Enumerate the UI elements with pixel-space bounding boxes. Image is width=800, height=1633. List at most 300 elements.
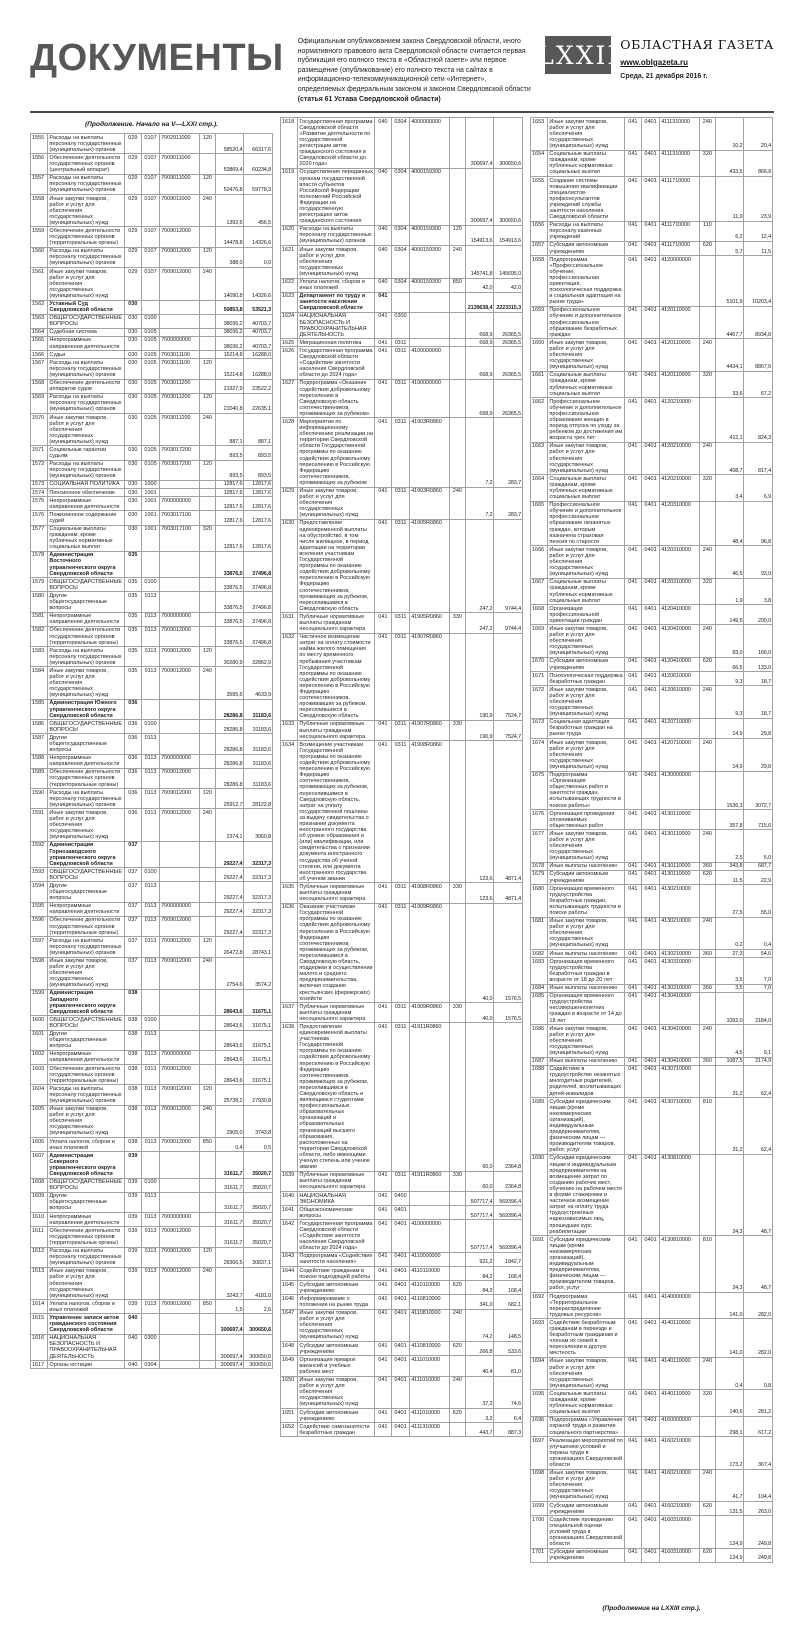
code-type [699,718,715,738]
amount-1: 33876,5 [215,592,244,612]
row-title: Организация временного трудоустройства безработных граждан, испытывающих трудности в поиске работы [548,885,624,917]
row-title: Организация временного трудоустройства безработных граждан в возрасте от 18 до 20 лет [548,958,624,984]
row-title: Подпрограмма «Профессиональное обучение, профессиональная ориентация, психологическая поддержка и социальная адаптация на рынке труда» [548,256,624,307]
table-row [531,950,773,958]
code-grbs: 030 [124,393,141,413]
row-title: Социальные выплаты гражданам, кроме публичных нормативных социальных выплат [548,150,624,176]
code-section: 0311 [391,339,409,347]
table-row [531,718,773,738]
code-grbs: 035 [124,667,141,699]
amount-1: 84,2 [465,1267,494,1281]
amount-1: 507717,4 [465,1192,494,1206]
amount-1: 24,3 [715,1236,744,1293]
table-row [531,241,773,255]
table-row [31,134,273,154]
code-section: 1001 [141,511,159,525]
amount-2: 2,6 [244,1300,273,1314]
amount-1: 31611,7 [215,1192,244,1212]
code-target [410,1192,450,1206]
row-title: Расходы на выплаты персоналу государственных (муниципальных) органов [48,1247,124,1267]
code-section [141,841,159,867]
code-grbs: 041 [374,1220,391,1252]
row-title: Реализация мероприятий по улучшению условий и охраны труда в организациях Свердловской области [549,1437,623,1468]
amount-2: 31183,6 [244,720,273,734]
code-target [160,480,200,488]
code-grbs: 041 [624,241,641,255]
amount-1: 52476,8 [215,174,244,194]
code-target: 7009012000 [160,1105,200,1137]
table-row [531,992,773,1024]
table-row [31,789,273,809]
amount-1: 12817,6 [215,497,244,511]
code-section: 0401 [641,1469,659,1501]
table-row [281,487,523,519]
code-target: 4130110000 [660,810,700,830]
code-type: 850 [199,1300,215,1314]
code-section: 0401 [641,1236,659,1293]
code-section: 0401 [641,625,659,657]
code-target: 4110810000 [410,1295,450,1309]
code-grbs: 038 [124,1105,141,1137]
amount-1: 507717,4 [465,1206,494,1220]
amount-1: 48,4 [715,501,744,546]
amount-2: 37496,8 [244,626,273,646]
code-section: 0311 [391,883,409,903]
amount-1: 12817,6 [215,480,244,488]
amount-1: 668,9 [465,312,494,338]
code-section: 0401 [391,1281,409,1295]
row-number: 1646 [281,1295,298,1309]
code-target: 41911R0860 [410,1023,450,1171]
table-row [31,809,273,841]
amount-2: 687,7 [744,862,773,870]
code-target: 4100000000 [410,1220,450,1252]
row-title: Иные закупки товаров, работ и услуг для обеспечения государственных (муниципальных) нужд [298,487,374,519]
code-grbs: 030 [124,480,141,488]
amount-1: 28643,6 [215,1030,244,1050]
code-target: 4120310000 [660,578,700,604]
code-grbs: 030 [124,460,141,480]
row-number: 1627 [281,379,298,418]
row-number: 1670 [531,657,548,671]
code-target: 4000159300 [410,246,450,278]
code-grbs: 038 [124,989,141,1015]
amount-2: 3574,2 [244,957,273,989]
table-row [31,300,273,314]
amount-1: 343,8 [715,862,744,870]
table-row [31,314,273,328]
code-type: 240 [449,1309,465,1341]
code-section: 0113 [141,957,159,989]
table-row [531,1319,773,1358]
row-number: 1648 [281,1342,298,1356]
code-section: 0113 [141,768,159,788]
amount-1: 15214,8 [215,351,244,359]
code-grbs: 037 [124,957,141,989]
amount-1: 5,7 [715,241,744,255]
code-grbs: 039 [124,1227,141,1247]
code-grbs: 041 [624,578,641,604]
amount-2: 824,3 [744,398,773,443]
table-row [31,768,273,788]
amount-2: 10203,4 [744,256,773,307]
code-type [199,446,215,460]
table-row [281,1342,523,1356]
row-number: 1588 [31,754,48,768]
code-section: 0401 [641,371,659,397]
row-number: 1698 [531,1469,548,1501]
amount-2: 299,0 [744,605,773,625]
code-section: 0401 [391,1267,409,1281]
row-title: Подпрограмма «Организация общественных работ и занятости граждан, испытывающих трудности в поиске работы» [548,771,624,810]
code-target: 41907R0860 [410,633,450,720]
code-grbs: 041 [624,1236,641,1293]
amount-1: 124,9 [715,1516,744,1548]
amount-1: 173,2 [715,1437,744,1469]
code-grbs: 041 [374,1192,391,1206]
code-type [449,1252,465,1266]
table-row [281,1267,523,1281]
code-section: 0304 [391,278,409,292]
amount-2: 4871,4 [494,741,523,883]
code-type [199,578,215,592]
code-section [391,292,409,312]
row-number: 1666 [531,546,548,578]
code-section: 0401 [391,1376,409,1408]
table-row [31,578,273,592]
code-type: 330 [449,613,465,633]
code-type: 120 [199,174,215,194]
code-grbs: 041 [624,672,641,686]
code-type [199,336,215,350]
table-row [31,720,273,734]
row-number: 1603 [31,1065,48,1085]
row-number: 1641 [281,1206,298,1220]
row-title: Пенсионное обеспечение [48,489,124,497]
code-target: 4130110000 [660,870,700,884]
code-grbs: 041 [374,1409,391,1423]
code-section: 0300 [141,1334,159,1360]
code-target: 4130410000 [660,1057,700,1065]
amount-2: 32317,3 [244,841,273,867]
table-row [281,1023,523,1171]
code-type [699,398,715,443]
code-type [699,1319,715,1358]
code-type [699,501,715,546]
code-target: 4000159300 [410,278,450,292]
code-type [199,1016,215,1030]
amount-2: 27930,8 [244,1085,273,1105]
row-number: 1650 [281,1376,298,1408]
code-section: 0113 [141,1105,159,1137]
code-grbs: 041 [374,1295,391,1309]
amount-2: 20,4 [744,118,773,150]
row-number: 1573 [31,480,48,488]
amount-2: 617,2 [744,1416,773,1436]
column-1 [30,117,273,1369]
code-type [699,810,715,830]
row-number: 1678 [531,862,548,870]
code-section [141,1314,159,1334]
row-title: Субсидии юридическим лицам и индивидуальным предпринимателям на возмещение затрат по созданию рабочих мест, обучению на рабочем месте в форме стажировки и частичное возмещение затрат на оплату труда трудоустроенных наркозависимых лиц, прошедших курс реабилитации [548,1154,624,1235]
row-title: Иные закупки товаров, работ и услуг для обеспечения государственных (муниципальных) нужд [548,1469,624,1501]
code-grbs: 041 [374,1171,391,1191]
code-section: 0113 [141,1267,159,1299]
amount-2: 74,6 [494,1376,523,1408]
amount-1: 28286,8 [215,754,244,768]
code-section: 0401 [641,657,659,671]
code-grbs: 041 [624,1502,641,1516]
row-number: 1607 [31,1152,48,1178]
amount-1: 29227,4 [215,902,244,916]
amount-1: 4434,1 [715,339,744,371]
row-number: 1662 [531,398,548,443]
amount-1: 247,2 [465,613,494,633]
row-number: 1622 [281,278,298,292]
code-target [160,489,200,497]
code-section: 0107 [141,195,159,227]
code-type: 240 [449,1376,465,1408]
row-title: Иные закупки товаров, работ и услуг для обеспечения государственных (муниципальных) нужд [548,917,624,949]
code-type: 120 [199,647,215,667]
table-row [281,1192,523,1206]
code-target: 7000000000 [160,902,200,916]
table-row [281,379,523,418]
code-target: 4120310000 [660,501,700,546]
row-number: 1673 [531,718,548,738]
code-section: 0105 [141,446,159,460]
code-section: 0113 [141,1227,159,1247]
code-type [199,1030,215,1050]
table-row [281,903,523,1003]
amount-2: 54,6 [744,950,773,958]
amount-2: 28743,1 [244,937,273,957]
code-type [449,1295,465,1309]
code-section: 0401 [391,1342,409,1356]
table-row [31,1213,273,1227]
row-title: Расходы на выплаты персоналу государственных (муниципальных) органов [298,225,374,245]
code-grbs: 029 [124,268,141,300]
amount-2: 28122,8 [244,789,273,809]
row-title: Содействие самозанятости безработных граждан [298,1423,374,1437]
amount-2: 31675,1 [244,1050,273,1064]
row-title: Субсидии автономным учреждениям [548,1548,624,1562]
row-number: 1594 [31,882,48,902]
code-section: 0401 [641,862,659,870]
code-section: 0105 [141,460,159,480]
row-number: 1684 [531,984,548,992]
code-grbs: 041 [624,1469,641,1501]
website-link[interactable]: www.oblgazeta.ru [620,58,688,67]
code-section: 0401 [641,1293,659,1319]
code-type: 320 [699,475,715,501]
table-row [31,511,273,525]
table-row [31,1314,273,1334]
code-section: 0401 [641,1025,659,1057]
code-grbs: 041 [624,1098,641,1155]
row-number: 1675 [531,771,548,810]
code-grbs: 030 [124,379,141,393]
page-number: LXXII [545,36,611,74]
table-row [31,551,273,577]
row-title: Содействие в трудоустройстве незанятых многодетных родителей, родителей, воспитывающих детей-инвалидов [548,1065,624,1097]
amount-2: 9,1 [744,1025,773,1057]
table-row [531,150,773,176]
row-title: Расходы на выплаты персоналу государственных (муниципальных) органов [48,359,124,379]
code-type: 620 [699,241,715,255]
code-type [199,882,215,902]
amount-2: 282,0 [744,1319,773,1358]
amount-1: 9,3 [715,672,744,686]
code-target: 7009012000 [160,1227,200,1247]
code-target: 4130000000 [660,771,700,810]
code-target [160,841,200,867]
code-target: 4130210000 [660,917,700,949]
code-section: 0105 [141,414,159,446]
code-target: 7009012000 [160,247,200,267]
code-section: 0311 [391,487,409,519]
row-title: Расходы на выплаты персоналу казенных учреждений [548,221,624,241]
amount-1: 5101,9 [715,256,744,307]
code-grbs: 035 [124,578,141,592]
row-title: ОБЩЕГОСУДАРСТВЕННЫЕ ВОПРОСЫ [48,1178,124,1192]
code-section: 0401 [641,339,659,371]
row-title: Иные закупки товаров, работ и услуг для обеспечения государственных (муниципальных) нужд [548,830,624,862]
content-columns [30,117,774,1617]
row-title: СОЦИАЛЬНАЯ ПОЛИТИКА [48,480,124,488]
row-number: 1578 [31,551,48,577]
code-target: 7003017100 [160,511,200,525]
amount-1: 58520,4 [215,134,244,154]
row-number: 1609 [31,1192,48,1212]
row-number: 1668 [531,605,548,625]
code-type [699,958,715,984]
row-title: Обеспечение деятельности государственных органов (центральный аппарат) [48,154,124,174]
table-row [31,989,273,1015]
code-type: 320 [699,150,715,176]
row-number: 1652 [281,1423,298,1437]
row-number: 1613 [31,1267,48,1299]
code-target: 4120210000 [660,475,700,501]
row-title: Непрограммные направления деятельности [48,1213,124,1227]
row-number: 1563 [31,314,48,328]
table-row [31,592,273,612]
code-grbs: 035 [124,592,141,612]
code-section: 0100 [141,868,159,882]
code-grbs: 035 [124,612,141,626]
row-number: 1644 [281,1267,298,1281]
amount-2: 37496,8 [244,592,273,612]
row-title: Иные закупки товаров, работ и услуг для обеспечения государственных (муниципальных) нужд [548,118,624,150]
amount-2: 81,0 [494,1356,523,1376]
code-section: 0113 [141,1065,159,1085]
code-target: 41911R0860 [410,1171,450,1191]
code-target [160,592,200,612]
code-type [199,314,215,328]
row-number: 1564 [31,328,48,336]
code-section: 0401 [641,442,659,474]
table-row [531,984,773,992]
code-type: 120 [199,359,215,379]
amount-1: 3595,6 [215,667,244,699]
code-section: 0304 [391,225,409,245]
row-title: Другие общегосударственные вопросы [48,1030,124,1050]
amount-2: 1842,7 [494,1252,523,1266]
table-row [31,247,273,267]
amount-2: 35020,7 [244,1192,273,1212]
code-target: 4160310000 [660,1548,700,1562]
row-number: 1657 [531,241,548,255]
code-section: 0401 [641,1437,659,1469]
code-section: 0400 [391,1192,409,1206]
row-title: Иные закупки товаров, работ и услуг для обеспечения государственных (муниципальных) нужд [48,957,124,989]
table-row [281,312,523,338]
amount-2: 2184,0 [744,992,773,1024]
code-target: 7003011100 [160,359,200,379]
table-row [531,625,773,657]
amount-2: 887,3 [494,1423,523,1437]
row-number: 1631 [281,613,298,633]
code-target: 4130710000 [660,1098,700,1155]
amount-2: 35020,7 [244,1213,273,1227]
amount-2: 29,8 [744,718,773,738]
row-title: Социальные выплаты гражданам, кроме публичных нормативных социальных выплат [548,578,624,604]
table-row [31,268,273,300]
code-type: 240 [449,487,465,519]
amount-2: 249,8 [744,1516,773,1548]
code-target: 7009012000 [160,268,200,300]
row-number: 1665 [531,501,548,546]
code-type: 620 [699,1548,715,1562]
code-section: 0107 [141,227,159,247]
code-grbs: 041 [624,771,641,810]
table-row [31,1192,273,1212]
amount-2: 145695,0 [494,246,523,278]
code-type [199,154,215,174]
amount-2: 62,4 [744,1098,773,1155]
code-type: 360 [699,862,715,870]
amount-1: 14478,8 [215,227,244,247]
code-section: 0113 [141,592,159,612]
code-grbs: 030 [124,314,141,328]
row-title: Организация профессиональной ориентации граждан [548,605,624,625]
code-target: 7009012000 [160,1085,200,1105]
code-target: 7009011000 [160,174,200,194]
row-title: Администрация Восточного управленческого округа Свердловской области [48,551,124,577]
row-number: 1559 [31,227,48,247]
amount-1: 149,5 [715,605,744,625]
code-target: 41903R0860 [410,487,450,519]
code-target: 4100000000 [410,347,450,379]
row-title: Непрограммные направления деятельности [48,612,124,626]
code-target: 4140110000 [660,1319,700,1358]
row-number: 1569 [31,393,48,413]
code-section: 0113 [141,1050,159,1064]
amount-2: 31183,6 [244,734,273,754]
row-title: Обеспечение деятельности государственных органов (территориальные органы) [48,227,124,247]
code-section: 0100 [141,1016,159,1030]
code-type [199,1314,215,1334]
table-row [31,1050,273,1064]
code-section: 0100 [141,578,159,592]
code-type [449,1220,465,1252]
amount-2: 32317,3 [244,916,273,936]
code-type: 850 [449,278,465,292]
code-target: 4111310000 [660,118,700,150]
row-title: Субсидии юридическим лицам (кроме некоммерческих организаций), индивидуальным предпринимателям, физическим лицам — производителям товаров, работ, услуг [548,1236,624,1293]
code-grbs: 037 [124,882,141,902]
code-target [410,312,450,338]
